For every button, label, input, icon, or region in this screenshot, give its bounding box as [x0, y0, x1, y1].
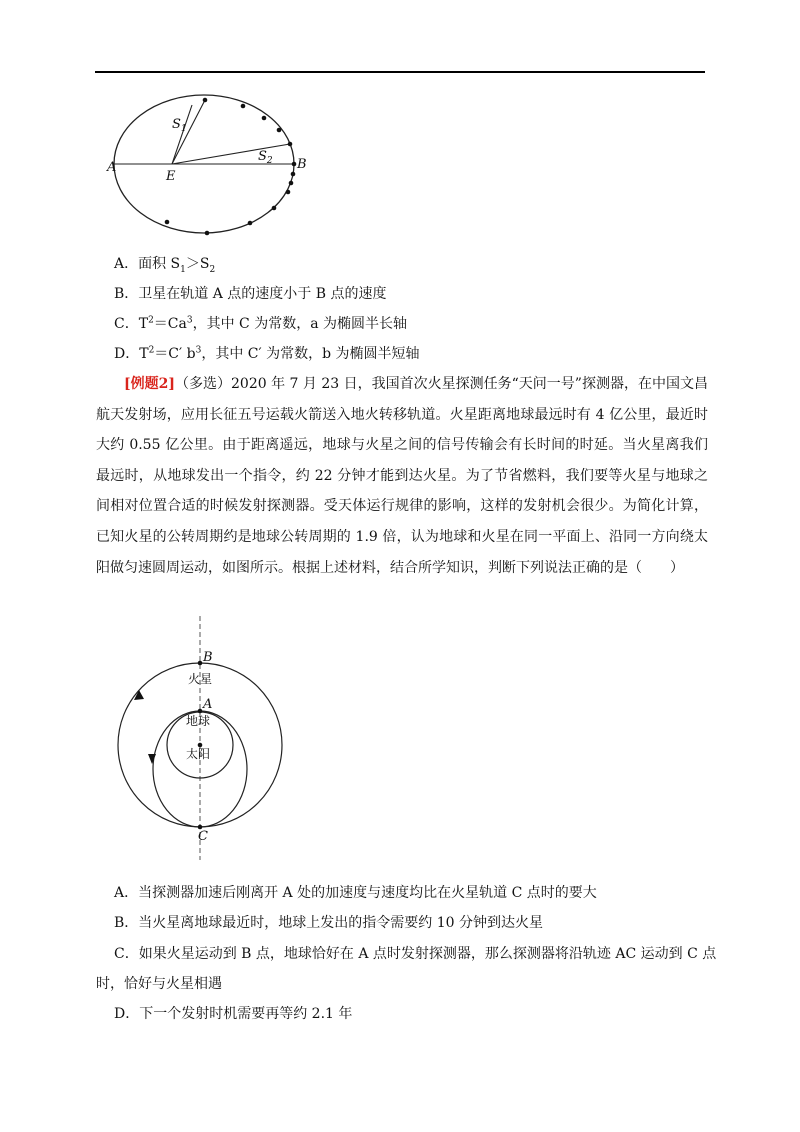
q1-option-a: A．面积 $S_1>S_2$	[114, 256, 216, 275]
radius-s1-a	[172, 105, 192, 164]
q1-option-c: C．$T^2=Ca^3$，其中 C 为常数，a 为椭圆半长轴	[114, 315, 408, 332]
earth-label: 地球	[186, 714, 211, 728]
q2-option-b: B．当火星离地球最近时，地球上发出的指令需要约 10 分钟到达火星	[114, 915, 544, 931]
q2-option-c-line2: 时，恰好与火星相遇	[96, 976, 222, 992]
example2-body: （多选）2020 年 7 月 23 日，我国首次火星探测任务“天问一号”探测器，在中国文昌航天发射场，应用长征五号运载火箭送入地火转移轨道。火星距离地球最远时有 4 亿公里，最近时大约 0.55 亿公里。由于距离遥远，地球与火星之间的信号传输会有长时间的时延。当火星离我们最远时，从地球发出一个指令，约 22 分钟才能到达火星。为了节省燃料，我们要等火星与地球之间相对位置合适的时候发射探测器。受天体运行规律的影响，这样的发射机会很少。为简化计算，已知火星的公转周期约是地球公转周期的 1.9 倍，认为地球和火星在同一平面上、沿同一方向绕太阳做匀速圆周运动，如图所示。根据上述材料，结合所学知识，判断下列说法正确的是（ ）	[96, 376, 708, 576]
s1-label: $S_1$	[172, 117, 187, 134]
point-c-label: C	[198, 829, 208, 844]
point-b-label: B	[203, 650, 213, 665]
q2-option-a: A．当探测器加速后刚离开 A 处的加速度与速度均比在火星轨道 C 点时的要大	[114, 885, 597, 901]
sun-label: 太阳	[186, 747, 211, 761]
orbit-dots	[165, 98, 297, 236]
q2-option-c-line1: C．如果火星运动到 B 点，地球恰好在 A 点时发射探测器，那么探测器将沿轨迹 AC 运动到 C 点	[114, 946, 717, 962]
example2-question	[96, 369, 708, 583]
q1-option-b: B．卫星在轨道 A 点的速度小于 B 点的速度	[114, 286, 387, 302]
s2-label: $S_2$	[258, 149, 273, 166]
ellipse-orbit-figure	[107, 92, 310, 240]
mars-label: 火星	[188, 672, 213, 686]
point-a-label: A	[203, 697, 213, 712]
point-e-label: E	[166, 169, 176, 184]
direction-arrows	[134, 690, 156, 764]
point-b-label: B	[297, 157, 307, 172]
mars-transfer-figure	[110, 616, 290, 860]
example-tag: [例题2]	[124, 376, 175, 392]
point-a-label: A	[107, 160, 117, 175]
q2-option-d: D．下一个发射时机需要再等约 2.1 年	[114, 1006, 353, 1022]
radius-s1-b	[172, 100, 205, 164]
header-rule	[95, 71, 705, 73]
q1-option-d: D．$T^2=C'$ $b^3$，其中 C′ 为常数，b 为椭圆半短轴	[114, 345, 420, 362]
